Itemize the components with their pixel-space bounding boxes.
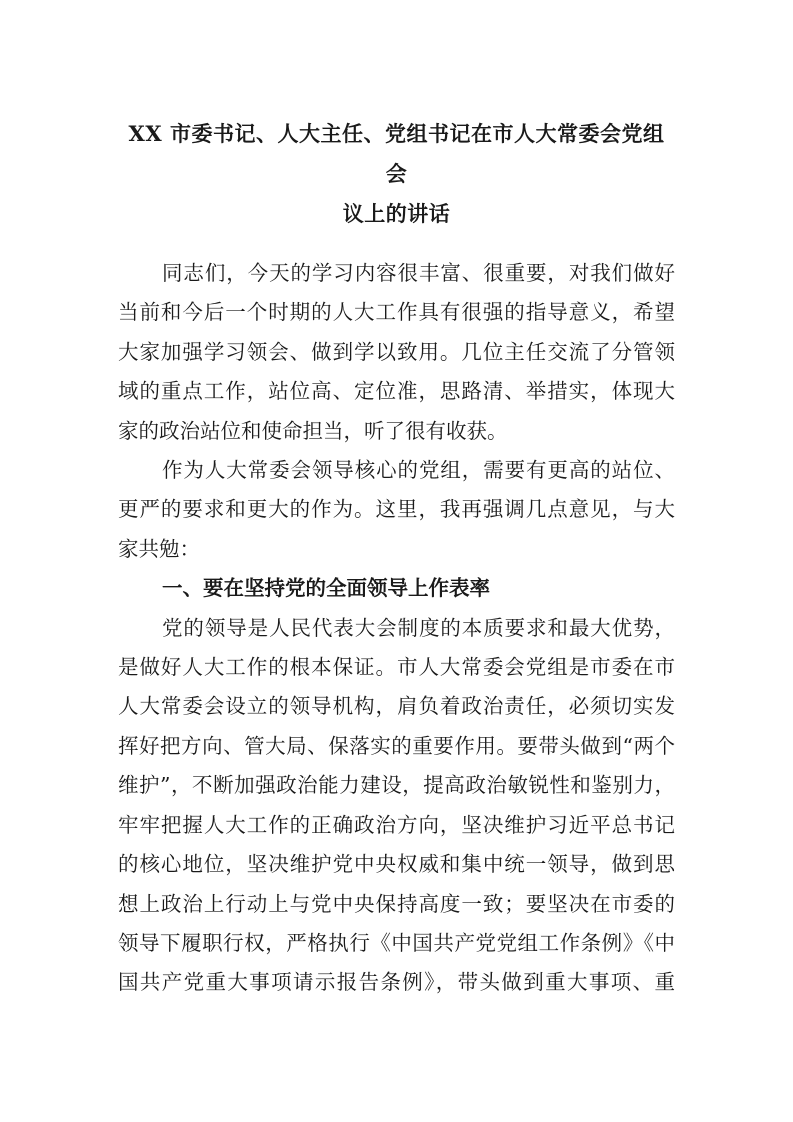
section-heading: 一、要在坚持党的全面领导上作表率 <box>162 576 490 601</box>
text-line: 人大常委会设立的领导机构，肩负着政治责任，必须切实发 <box>118 694 675 719</box>
text-line: 领导下履职行权，严格执行《中国共产党党组工作条例》《中 <box>118 930 675 955</box>
text-line: 当前和今后一个时期的人大工作具有很强的指导意义，希望 <box>118 300 675 325</box>
text-line: 想上政治上行动上与党中央保持高度一致；要坚决在市委的 <box>118 891 675 916</box>
title-line: XX 市委书记、人大主任、党组书记在市人大常委会党组会 <box>128 121 665 186</box>
text-line: 同志们，今天的学习内容很丰富、很重要，对我们做好 <box>162 261 675 285</box>
text-line: 家共勉： <box>118 536 200 561</box>
text-line: 牢牢把握人大工作的正确政治方向，坚决维护习近平总书记 <box>118 812 675 837</box>
paragraph-1 <box>118 254 675 451</box>
title-line: 议上的讲话 <box>342 201 451 226</box>
paragraph-2 <box>118 451 675 569</box>
paragraph-3 <box>118 609 675 1003</box>
text-line: 域的重点工作，站位高、定位准，思路清、举措实，体现大 <box>118 379 675 404</box>
text-line: 更严的要求和更大的作为。这里，我再强调几点意见，与大 <box>118 497 675 522</box>
text-line: 是做好人大工作的根本保证。市人大常委会党组是市委在市 <box>118 655 675 680</box>
text-line: 党的领导是人民代表大会制度的本质要求和最大优势， <box>162 615 675 640</box>
text-line: 挥好把方向、管大局、保落实的重要作用。要带头做到“两个 <box>118 733 675 758</box>
document-title <box>118 114 675 234</box>
text-line: 家的政治站位和使命担当，听了很有收获。 <box>118 418 508 443</box>
text-line: 维护”，不断加强政治能力建设，提高政治敏锐性和鉴别力， <box>118 773 675 798</box>
text-line: 国共产党重大事项请示报告条例》，带头做到重大事项、重 <box>118 970 675 995</box>
text-line: 作为人大常委会领导核心的党组，需要有更高的站位、 <box>162 458 675 483</box>
text-line: 大家加强学习领会、做到学以致用。几位主任交流了分管领 <box>118 339 675 364</box>
text-line: 的核心地位，坚决维护党中央权威和集中统一领导，做到思 <box>118 852 675 877</box>
